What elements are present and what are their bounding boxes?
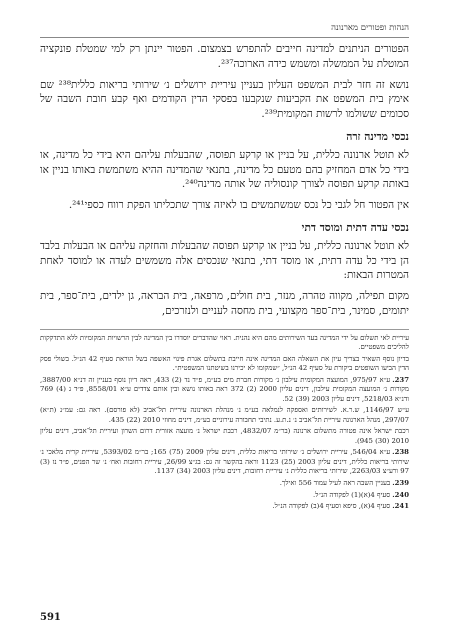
page-number: 591	[40, 612, 61, 623]
footnote-number: 240.	[392, 490, 409, 499]
footnote-text: סעיף 4(א)(1) לפקודה הנ״ל.	[312, 490, 391, 499]
footnotes	[40, 334, 409, 512]
paragraph: הפטורים הניתנים למדינה חייבים להתפרש בצמצום. הפטור יינתן רק למי שמטלת פונקציה המוטלת על הממשלה ומשמש כידה הארוכה²³⁷.	[40, 43, 409, 70]
main-text	[40, 42, 409, 514]
footnote-text: רכבת ישראל אינה פטורה מתשלום ארנונה (בר״מ 4832/07, רכבת ישראל נ׳ מועצה אזורית דרום השרון ועיריית תל־אביב, דינים עליון 2010 (30) 945).	[40, 427, 409, 445]
footnote	[40, 355, 409, 374]
footnote-text: ע״א 975/97, המועצה המקומית עילבון נ׳ מקורות חברת מים בע״מ, פ״ד נד (2) 433, ראה דיון נוסף בעניין זה דנ״א 3887/00, מקורות נ׳ המועצה המקומית עילבון, דינים עליון 2000 (2) 372 ראה באותו נושא ובין אותם צדדים ע״א 8558/01, פ״ד נ (4) 769 ודנ״א 5218/03, דינים עליון 2003 (39) 52.	[40, 375, 409, 403]
footnote	[40, 334, 409, 353]
footnote	[40, 406, 409, 425]
footnote	[40, 427, 409, 446]
footnote-text: ע״ש 1146/97, ש.ר.א. לשירותים ואספקה לנמלאה בע״מ נ׳ מנהלת הארנונה עיריית תל־אביב (לא פורסם). ראה גם: עמ״נ (ת״א) 297/07, מנהל הארנונה עיריית תל־אביב נ׳ נ.ת.ע. נתיבי תחבורה עירוניים בע״מ, דינים מחוזי 2010 (22) 435.	[40, 406, 409, 424]
footnote-text: בדיון נוסף השאיר בצריך עיון את השאלה האם המדינה אינה חייבת בתשלום אגרת פינוי האשפה בשל הוראת סעיף 42 הנ״ל. בשולי פסק הדין הביעו השופטים ביקורת על סעיף 42 הנ״ל, ״שמקומו לא יכירנו בשיטתנו המשפטית״.	[40, 354, 409, 373]
footnote	[40, 491, 409, 501]
footnote	[40, 448, 409, 477]
footnote-number: 241.	[392, 502, 409, 511]
footnote-number: 239.	[392, 479, 409, 487]
footnote	[40, 479, 409, 489]
paragraph: אין הפטור חל לגבי כל נכס שמשתמשים בו לאיזה צורך שתכליתו הפקת רווח כספי²⁴¹.	[68, 199, 409, 212]
footnote	[40, 376, 409, 405]
paragraph: לא תוטל ארנונה כללית, על בניין או קרקע תפוסה שהבעלות והחזקה עליהם או הבעלות בלבד הן בידי כל עדה דתית, או מוסד דתי, בתנאי שנכסים אלה משמשים לעדה או למוסד לאחת המטרות הבאות:	[40, 239, 409, 282]
footnote-text: בעניין השבה ראה לעיל עמוד 556 ואילך.	[279, 479, 391, 487]
paragraph: נושא זה חזר לבית המשפט העליון בעניין עיריית ירושלים נ׳ שירותי בריאות כללית²³⁸ שם אימץ בית המשפט את הקביעות שנקבעו בפסקי הדין הקודמים ואף קבע חובת השבה של סכומים ששולמו לרשות המקומית²³⁹.	[40, 78, 409, 121]
paragraph: מקום תפילה, מקווה טהרה, מנזר, בית חולים, מרפאה, בית הבראה, גן ילדים, בית־ספר, בית יתומים, סמינר, בית־ספר מקצועי, בית מחסה לעניים ולנזרכים,	[40, 290, 409, 318]
footnote-number: 237.	[392, 375, 409, 384]
section-heading: נכסי מדינה זרה	[346, 130, 409, 143]
footnote	[40, 502, 409, 512]
section-heading: נכסי עדה דתית ומוסד דתי	[301, 221, 409, 234]
footnote-text: עיריית לאי תשלום על ידי המדינה בעד השירותים מהם היא נהנית. ראוי שהדברים יוסדרו בין המדינה לבין הרשויות המקומיות ללא התדקקות להליכים משפטיים.	[40, 333, 409, 352]
footnote-text: ע״א 546/04, עיריית ירושלים נ׳ שירותי בריאות כללית, דינים עליון 2009 (75) 165; בר״מ 5393/02, עיריית קרית מלאכי נ׳ שירותי בריאות כללית, דינים עליון 2003 (25) 1123 וראה בהקשר זה גם: בג״צ 26/99, עיריית רחובות ואח׳ נ׳ שר הפנים, פ״ד נז (3) 97 ורע״צ 2263/03, שירותי בריאות כללית נ׳ עיריית רחובות, דינים עליון 2003 (34) 1137.	[40, 448, 410, 476]
footnote-separator	[40, 329, 409, 330]
footnote-number: 238.	[392, 448, 409, 457]
footnote-text: סעיף 4(א), סיפא וסעיף 4(ב) לפקודה הנ״ל.	[272, 502, 391, 511]
paragraph: לא תוטל ארנונה כללית, על בניין או קרקע תפוסה, שהבעלות עליהם היא בידי כל מדינה, או בידי כל אדם המחזיק בהם מטעם כל מדינה, בתנאי שהמדינה ההיא משתמשת באותו בניין או באותה קרקע תפוסה לצורך קונסוליה של אותה מדינה²⁴⁰.	[40, 148, 409, 191]
running-head: הנהות ופטורים מארנונה	[40, 22, 409, 38]
